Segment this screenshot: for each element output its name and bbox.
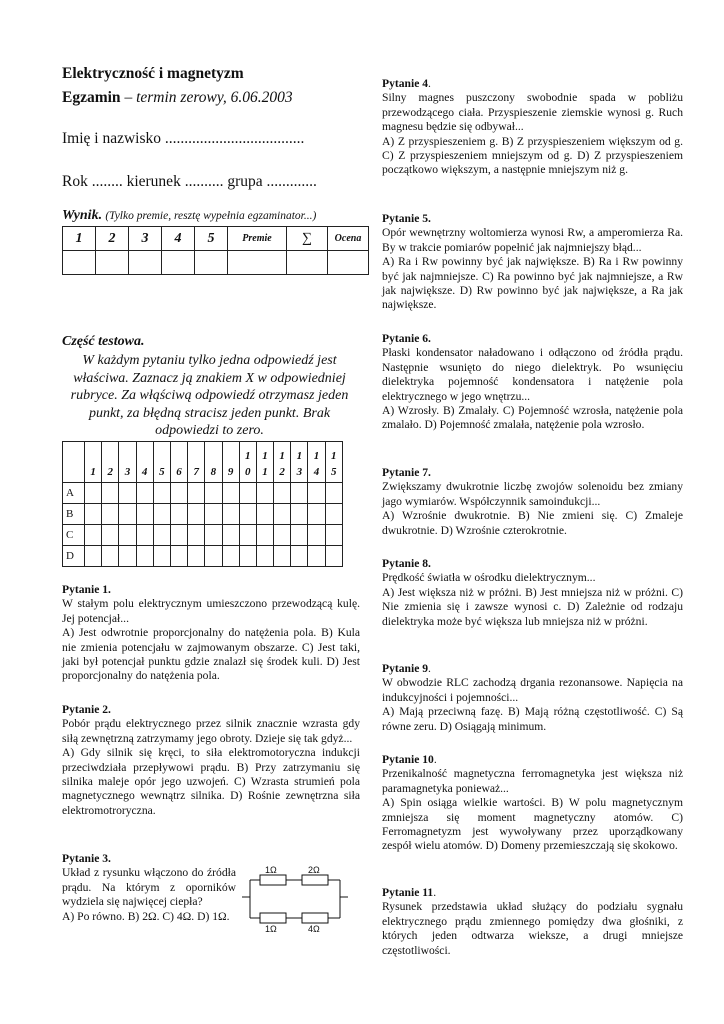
question-head: Pytanie 1.	[62, 583, 111, 596]
year-line: Rok ........ kierunek .......... grupa .............	[62, 173, 317, 190]
result-cell[interactable]	[129, 251, 162, 275]
question-head: Pytanie 10.	[382, 753, 437, 766]
resistor-label: 2Ω	[308, 865, 320, 875]
question-text: Zwiększamy dwukrotnie liczbę zwojów solenoidu bez zmiany jago wymiarów. Współczynnik samoindukcji...	[382, 480, 683, 508]
answer-cell[interactable]	[85, 504, 102, 525]
answer-cell[interactable]	[188, 525, 205, 546]
question-7	[382, 466, 683, 538]
answer-cell[interactable]	[102, 504, 119, 525]
resistor-bottom-left	[260, 913, 286, 923]
question-answers: A) Wzrosły. B) Zmalały. C) Pojemność wzrosła, natężenie pola zmalało. D) Pojemność zmalała, natężenie pola wzrosło.	[382, 404, 683, 432]
answer-grid	[62, 441, 343, 567]
exam-date: termin zerowy, 6.06.2003	[136, 89, 293, 106]
answer-cell[interactable]	[291, 546, 308, 567]
answer-grid-col: 5	[153, 442, 170, 483]
answer-cell[interactable]	[170, 546, 187, 567]
question-head: Pytanie 4.	[382, 77, 431, 90]
question-head: Pytanie 6.	[382, 332, 431, 345]
question-head: Pytanie 8.	[382, 557, 431, 570]
answer-grid-col: 4	[136, 442, 153, 483]
question-11	[382, 886, 683, 958]
result-label: Wynik.	[62, 208, 103, 223]
answer-cell[interactable]	[136, 483, 153, 504]
question-text: Prędkość światła w ośrodku dielektrycznym...	[382, 571, 596, 585]
answer-cell[interactable]	[291, 525, 308, 546]
result-cell[interactable]	[96, 251, 129, 275]
answer-grid-row	[63, 525, 343, 546]
answer-cell[interactable]	[205, 546, 222, 567]
answer-row-label: C	[63, 525, 85, 546]
result-cell[interactable]	[195, 251, 228, 275]
question-text: Przenikalność magnetyczna ferromagnetyka jest większa niż paramagnetyka ponieważ...	[382, 767, 683, 795]
question-4	[382, 77, 683, 178]
answer-cell[interactable]	[308, 483, 325, 504]
result-cell[interactable]	[287, 251, 328, 275]
answer-grid-header	[63, 442, 343, 483]
question-3	[62, 852, 236, 924]
question-answers: A) Gdy silnik się kręci, to siła elektromotoryczna indukcji przeciwdziała przepływowi prądu. B) Przy zatrzymaniu się silnika maleje opór jego uzwojeń. C) Wzrasta strumień pola magnetycznego wewnątrz silnika. D) Rośnie zewnętrzna siła elektromotroryczna.	[62, 746, 360, 817]
answer-cell[interactable]	[222, 483, 239, 504]
answer-cell[interactable]	[222, 546, 239, 567]
answer-grid-col: 1 3	[291, 442, 308, 483]
answer-grid-col: 1 2	[274, 442, 291, 483]
question-answers: A) Po równo. B) 2Ω. C) 4Ω. D) 1Ω.	[62, 909, 230, 923]
resistor-label: 1Ω	[265, 865, 277, 875]
result-header-row	[63, 227, 369, 251]
question-9	[382, 662, 683, 734]
answer-cell[interactable]	[85, 483, 102, 504]
answer-cell[interactable]	[85, 525, 102, 546]
resistor-top-right	[302, 875, 328, 885]
result-col: 3	[129, 227, 162, 251]
exam-label: Egzamin	[62, 89, 121, 106]
question-head: Pytanie 7.	[382, 466, 431, 479]
answer-cell[interactable]	[308, 546, 325, 567]
answer-cell[interactable]	[119, 504, 136, 525]
resistor-label: 4Ω	[308, 924, 320, 932]
answer-grid-col: 7	[188, 442, 205, 483]
result-col: 2	[96, 227, 129, 251]
answer-cell[interactable]	[188, 504, 205, 525]
answer-cell[interactable]	[256, 483, 273, 504]
answer-cell[interactable]	[188, 483, 205, 504]
question-head: Pytanie 2.	[62, 703, 111, 716]
answer-cell[interactable]	[274, 504, 291, 525]
answer-grid-row	[63, 483, 343, 504]
answer-grid-col: 1 0	[239, 442, 256, 483]
answer-cell[interactable]	[153, 504, 170, 525]
answer-cell[interactable]	[102, 483, 119, 504]
answer-row-label: A	[63, 483, 85, 504]
answer-grid-col: 1 5	[325, 442, 342, 483]
question-answers: A) Wzrośnie dwukrotnie. B) Nie zmieni się. C) Zmaleje dwukrotnie. D) Wzrośnie czterokrotnie.	[382, 509, 683, 537]
result-note: (Tylko premie, resztę wypełnia egzaminator...)	[105, 210, 317, 222]
answer-cell[interactable]	[205, 504, 222, 525]
answer-cell[interactable]	[205, 483, 222, 504]
test-instructions: W każdym pytaniu tylko jedna odpowiedź jest właściwa. Zaznacz ją znakiem X w odpowiedniej rubryce. Za włąściwą odpowiedź otrzymasz jeden punkt, za błędną stracisz jeden punkt. Brak odpowiedzi to zero.	[70, 353, 349, 438]
answer-cell[interactable]	[136, 546, 153, 567]
result-col: 1	[63, 227, 96, 251]
result-col: 5	[195, 227, 228, 251]
result-table	[62, 226, 369, 275]
question-text: Pobór prądu elektrycznego przez silnik znacznie wzrasta gdy siłą zewnętrzną zatrzymamy jego obroty. Dzieje się tak gdyż...	[62, 717, 360, 745]
answer-cell[interactable]	[136, 525, 153, 546]
question-answers: A) Spin osiąga wielkie wartości. B) W polu magnetycznym zmniejsza się moment magnetyczny atomów. C) Ferromagnetyzm jest wywoływany przez uporządkowany zespół wielu atomów. D) Domeny przemieszczają się skokowo.	[382, 796, 683, 853]
question-text: Silny magnes puszczony swobodnie spada w pobliżu przewodzącego ciała. Przyspieszenie ziemskie wynosi g. Ruch magnesu będzie się odbywał...	[382, 91, 683, 134]
question-head: Pytanie 9.	[382, 662, 431, 675]
answer-cell[interactable]	[325, 546, 342, 567]
question-answers: A) Z przyspieszeniem g. B) Z przyspieszeniem większym od g. C) Z przyspieszeniem mniejszym od g. D) Z przyspieszeniem początkowo większym, a następnie mniejszym niż g.	[382, 134, 683, 177]
answer-cell[interactable]	[291, 504, 308, 525]
question-head: Pytanie 5.	[382, 212, 431, 225]
answer-cell[interactable]	[188, 546, 205, 567]
question-2	[62, 703, 360, 818]
answer-grid-row	[63, 546, 343, 567]
circuit-diagram	[240, 862, 350, 932]
answer-cell[interactable]	[153, 546, 170, 567]
answer-grid-row	[63, 504, 343, 525]
answer-grid-col: 8	[205, 442, 222, 483]
question-text: Układ z rysunku włączono do źródła prądu. Na którym z oporników wydziela się najwięcej ciepła?	[62, 866, 236, 909]
question-answers: A) Jest odwrotnie proporcjonalny do natężenia pola. B) Kula nie zmienia potencjału w zajmowanym obszarze. C) Jest taki, jaki był potencjał punktu gdzie znalazł się środek kuli. D) Jest proporcjonalny do natężenia pola.	[62, 626, 360, 683]
answer-cell[interactable]	[170, 504, 187, 525]
result-col-sum: ∑	[287, 227, 328, 251]
answer-cell[interactable]	[153, 525, 170, 546]
answer-grid-col: 6	[170, 442, 187, 483]
answer-cell[interactable]	[325, 483, 342, 504]
answer-cell[interactable]	[170, 483, 187, 504]
exam-dash: –	[120, 89, 137, 106]
answer-cell[interactable]	[308, 504, 325, 525]
answer-cell[interactable]	[85, 546, 102, 567]
answer-cell[interactable]	[325, 504, 342, 525]
result-heading	[62, 207, 316, 224]
result-input-row	[63, 251, 369, 275]
answer-cell[interactable]	[102, 546, 119, 567]
question-text: W stałym polu elektrycznym umieszczono przewodzącą kulę. Jej potencjał...	[62, 597, 360, 625]
answer-row-label: B	[63, 504, 85, 525]
answer-cell[interactable]	[170, 525, 187, 546]
question-1	[62, 583, 360, 684]
answer-cell[interactable]	[239, 483, 256, 504]
question-head: Pytanie 11.	[382, 886, 437, 899]
answer-cell[interactable]	[256, 504, 273, 525]
answer-cell[interactable]	[102, 525, 119, 546]
exam-title: Elektryczność i magnetyzm	[62, 65, 244, 82]
answer-grid-col: 1 4	[308, 442, 325, 483]
answer-grid-col: 9	[222, 442, 239, 483]
result-col: 4	[162, 227, 195, 251]
answer-cell[interactable]	[274, 483, 291, 504]
answer-grid-corner	[63, 442, 85, 483]
result-cell[interactable]	[228, 251, 287, 275]
answer-cell[interactable]	[222, 525, 239, 546]
question-10	[382, 753, 683, 854]
question-5	[382, 212, 683, 313]
resistor-top-left	[260, 875, 286, 885]
answer-grid-col: 1	[85, 442, 102, 483]
question-text: Opór wewnętrzny woltomierza wynosi Rw, a amperomierza Ra. By w trakcie pomiarów popełnić jak najmniejszy błąd...	[382, 226, 683, 254]
answer-grid-col: 2	[102, 442, 119, 483]
answer-grid-col: 3	[119, 442, 136, 483]
answer-grid-col: 1 1	[256, 442, 273, 483]
result-cell[interactable]	[328, 251, 369, 275]
answer-cell[interactable]	[239, 504, 256, 525]
answer-cell[interactable]	[119, 546, 136, 567]
test-section-title: Część testowa.	[62, 334, 145, 349]
answer-cell[interactable]	[308, 525, 325, 546]
answer-row-label: D	[63, 546, 85, 567]
answer-cell[interactable]	[256, 525, 273, 546]
answer-cell[interactable]	[119, 525, 136, 546]
question-head: Pytanie 3.	[62, 852, 111, 865]
result-cell[interactable]	[63, 251, 96, 275]
answer-cell[interactable]	[222, 504, 239, 525]
answer-cell[interactable]	[205, 525, 222, 546]
question-text: W obwodzie RLC zachodzą drgania rezonansowe. Napięcia na indukcyjności i pojemności...	[382, 676, 683, 704]
answer-cell[interactable]	[153, 483, 170, 504]
answer-cell[interactable]	[119, 483, 136, 504]
question-answers: A) Ra i Rw powinny być jak największe. B) Ra i Rw powinny być jak najmniejsze. C) Ra powinno być jak najmniejsze, a Rw jak największe. D) Rw powinno być jak największe, a Ra jak największe.	[382, 255, 683, 312]
answer-cell[interactable]	[239, 546, 256, 567]
question-8	[382, 557, 683, 629]
question-answers: A) Jest większa niż w próżni. B) Jest mniejsza niż w próżni. C) Nie zmienia się i zawsze wynosi c. D) Zależnie od rodzaju dielektryka może być większa lub mniejsza niż w próżni.	[382, 585, 683, 628]
question-6	[382, 332, 683, 433]
answer-cell[interactable]	[136, 504, 153, 525]
answer-cell[interactable]	[325, 525, 342, 546]
result-col-ocena: Ocena	[328, 227, 369, 251]
question-text: Płaski kondensator naładowano i odłączono od źródła prądu. Następnie wsunięto do niego dielektryk. Po wsunięciu dielektryka pojemność kondensatora i natężenie pola elektrycznego w jego wnętrzu...	[382, 346, 683, 403]
resistor-bottom-right	[302, 913, 328, 923]
exam-subtitle	[62, 86, 293, 110]
resistor-label: 1Ω	[265, 924, 277, 932]
answer-cell[interactable]	[274, 546, 291, 567]
question-answers: A) Mają przeciwną fazę. B) Mają różną częstotliwość. C) Są równe zeru. D) Osiągają minimum.	[382, 705, 683, 733]
result-cell[interactable]	[162, 251, 195, 275]
question-text: Rysunek przedstawia układ służący do podziału sygnału elektrycznego prądu zmiennego pomiędzy dwa głośniki, z których jeden odtwarza wieksze, a drugi mniejsze częstotliwości.	[382, 900, 683, 957]
answer-cell[interactable]	[274, 525, 291, 546]
answer-cell[interactable]	[239, 525, 256, 546]
answer-cell[interactable]	[291, 483, 308, 504]
name-line: Imię i nazwisko ....................................	[62, 130, 305, 147]
answer-cell[interactable]	[256, 546, 273, 567]
result-col-premie: Premie	[228, 227, 287, 251]
